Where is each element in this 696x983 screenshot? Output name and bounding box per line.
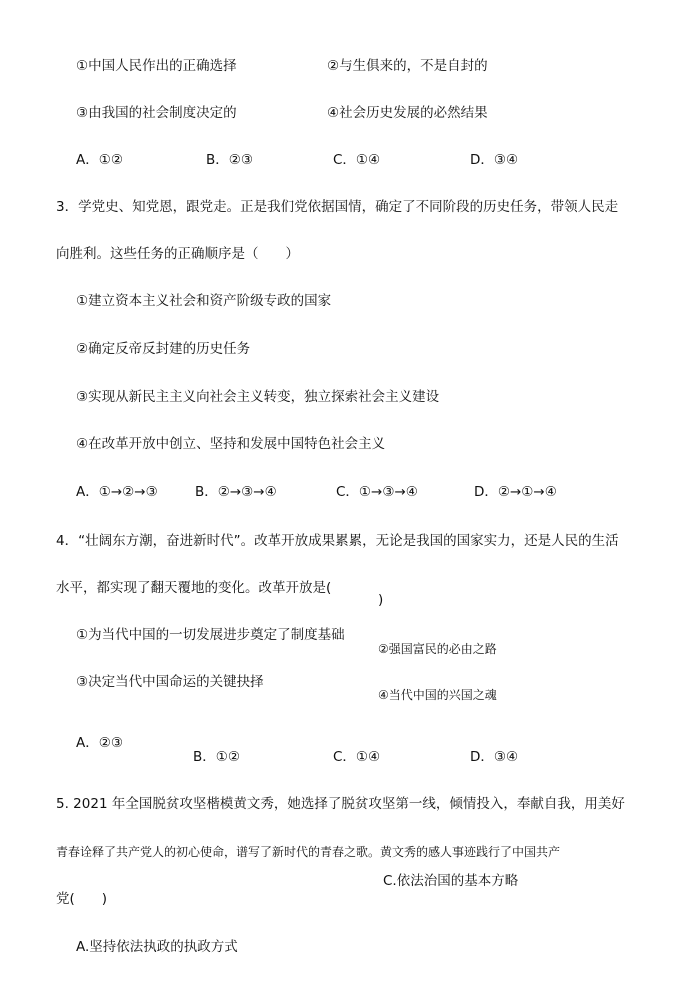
q2-statement-3: ③由我国的社会制度决定的 xyxy=(76,105,237,121)
q3-choice-b: B．②→③→④ xyxy=(195,484,277,500)
q5-stem-line-2: 青春诠释了共产党人的初心使命，谱写了新时代的青春之歌。黄文秀的感人事迹践行了中国共产 xyxy=(56,845,561,859)
q3-statement-1: ①建立资本主义社会和资产阶级专政的国家 xyxy=(76,293,332,309)
q5-choice-c: C.依法治国的基本方略 xyxy=(383,873,519,889)
q2-choice-d: D．③④ xyxy=(470,152,519,168)
q3-statement-3: ③实现从新民主主义向社会主义转变，独立探索社会主义建设 xyxy=(76,389,440,405)
q5-choice-a: A.坚持依法执政的执政方式 xyxy=(76,939,238,955)
q3-stem-line-2: 向胜利。这些任务的正确顺序是（ ） xyxy=(56,246,299,262)
q2-statement-4: ④社会历史发展的必然结果 xyxy=(327,105,488,121)
q5-stem-line-3: 党( ) xyxy=(56,891,108,907)
q2-choice-a: A．①② xyxy=(76,152,123,168)
q3-choice-c: C．①→③→④ xyxy=(336,484,418,500)
q2-statement-2: ②与生俱来的，不是自封的 xyxy=(327,58,488,74)
q4-choice-d: D．③④ xyxy=(470,749,519,765)
q4-statement-2: ②强国富民的必由之路 xyxy=(378,642,497,656)
q2-choice-c: C．①④ xyxy=(333,152,381,168)
q2-statement-1: ①中国人民作出的正确选择 xyxy=(76,58,237,74)
q4-stem-line-2: 水平，都实现了翻天覆地的变化。改革开放是( xyxy=(56,580,332,596)
q4-stem-close-paren: ) xyxy=(378,592,384,608)
q4-statement-4: ④当代中国的兴国之魂 xyxy=(378,688,497,702)
q3-statement-2: ②确定反帝反封建的历史任务 xyxy=(76,341,251,357)
q4-choice-b: B．①② xyxy=(193,749,240,765)
q2-choice-b: B．②③ xyxy=(206,152,253,168)
q4-stem-line-1: 4．“壮阔东方潮，奋进新时代”。改革开放成果累累，无论是我国的国家实力，还是人民的生活 xyxy=(56,533,619,549)
q5-stem-line-1: 5. 2021 年全国脱贫攻坚楷模黄文秀，她选择了脱贫攻坚第一线，倾情投入，奉献自我，用美好 xyxy=(56,796,625,812)
q4-choice-c: C．①④ xyxy=(333,749,381,765)
q4-statement-1: ①为当代中国的一切发展进步奠定了制度基础 xyxy=(76,627,345,643)
q3-stem-line-1: 3．学党史、知党恩，跟党走。正是我们党依据国情，确定了不同阶段的历史任务，带领人民走 xyxy=(56,199,619,215)
q4-statement-3: ③决定当代中国命运的关键抉择 xyxy=(76,674,264,690)
q4-choice-a: A．②③ xyxy=(76,735,123,751)
q3-choice-d: D．②→①→④ xyxy=(474,484,557,500)
q3-statement-4: ④在改革开放中创立、坚持和发展中国特色社会主义 xyxy=(76,436,386,452)
q3-choice-a: A．①→②→③ xyxy=(76,484,158,500)
